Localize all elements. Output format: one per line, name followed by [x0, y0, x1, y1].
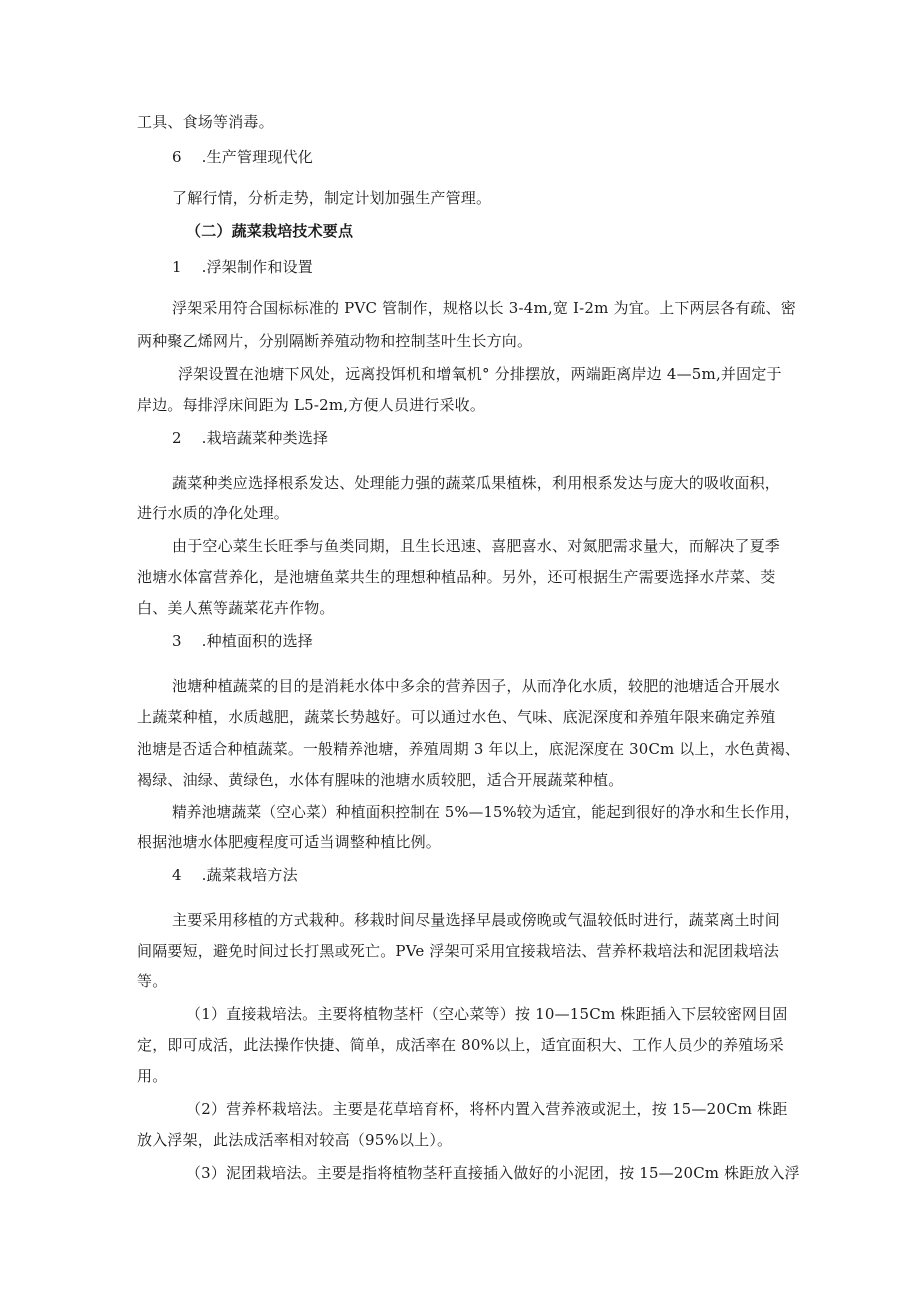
paragraph-line: 根据池塘水体肥瘦程度可适当调整种植比例。 — [137, 833, 442, 851]
paragraph-line: 上蔬菜种植，水质越肥，蔬菜长势越好。可以通过水色、气味、底泥深度和养殖年限来确定养殖 — [137, 708, 776, 726]
paragraph-line: 岸边。每排浮床间距为 L5-2m,方便人员进行采收。 — [137, 396, 486, 414]
paragraph-line: 主要采用移植的方式栽种。移栽时间尽量选择早晨或傍晚或气温较低时进行，蔬菜离土时间 — [172, 911, 781, 929]
paragraph-line: 用。 — [137, 1067, 168, 1085]
paragraph-line: 等。 — [137, 972, 168, 990]
section-heading: 6 .生产管理现代化 — [172, 148, 313, 166]
paragraph-line: （3）泥团栽培法。主要是指将植物茎秆直接插入做好的小泥团，按 15—20Cm 株距放入浮 — [186, 1164, 800, 1182]
section-heading: 3 .种植面积的选择 — [172, 632, 313, 650]
paragraph-line: 白、美人蕉等蔬菜花卉作物。 — [137, 599, 335, 617]
paragraph-line: 浮架设置在池塘下风处，远离投饵机和增氧机° 分排摆放，两端距离岸边 4—5m,并固定于 — [178, 365, 782, 383]
paragraph-line: 放入浮架，此法成活率相对较高（95%以上）。 — [137, 1131, 453, 1149]
paragraph-line: 间隔要短，避免时间过长打黑或死亡。PVe 浮架可采用宜接栽培法、营养杯栽培法和泥团栽培法 — [137, 942, 779, 960]
paragraph-line: 蔬菜种类应选择根系发达、处理能力强的蔬菜瓜果植株，利用根系发达与庞大的吸收面积， — [172, 474, 781, 492]
paragraph-line: （1）直接栽培法。主要将植物茎杆（空心菜等）按 10—15Cm 株距插入下层较密网目固 — [186, 1005, 788, 1023]
paragraph-line: 池塘是否适合种植蔬菜。一般精养池塘，养殖周期 3 年以上，底泥深度在 30Cm 以上，水色黄褐、 — [137, 740, 801, 758]
paragraph-line: 由于空心菜生长旺季与鱼类同期，且生长迅速、喜肥喜水、对氮肥需求量大，而解决了夏季 — [172, 537, 781, 555]
paragraph-line: （2）营养杯栽培法。主要是花草培育杯，将杯内置入营养液或泥土，按 15—20Cm 株距 — [186, 1100, 788, 1118]
paragraph-line: 褐绿、油绿、黄绿色，水体有腥味的池塘水质较肥，适合开展蔬菜种植。 — [137, 771, 624, 789]
paragraph-line: 进行水质的净化处理。 — [137, 504, 290, 522]
section-heading: 1 .浮架制作和设置 — [172, 258, 313, 276]
section-heading: 4 .蔬菜栽培方法 — [172, 866, 298, 884]
chapter-heading: （二）蔬菜栽培技术要点 — [186, 222, 354, 240]
paragraph-line: 了解行情，分析走势，制定计划加强生产管理。 — [172, 189, 492, 207]
paragraph-line: 定，即可成活，此法操作快捷、简单，成活率在 80%以上，适宜面积大、工作人员少的养殖场采 — [137, 1036, 784, 1054]
paragraph-line: 浮架采用符合国标标准的 PVC 管制作，规格以长 3-4m,宽 I-2m 为宜。上下两层各有疏、密 — [172, 299, 796, 317]
paragraph-line: 池塘水体富营养化，是池塘鱼菜共生的理想种植品种。另外，还可根据生产需要选择水芹菜、茭 — [137, 568, 776, 586]
paragraph-line: 两种聚乙烯网片，分别隔断养殖动物和控制茎叶生长方向。 — [137, 332, 533, 350]
section-heading: 2 .栽培蔬菜种类选择 — [172, 429, 329, 447]
paragraph-line: 池塘种植蔬菜的目的是消耗水体中多余的营养因子，从而净化水质，较肥的池塘适合开展水 — [172, 677, 781, 695]
paragraph-line: 工具、食场等消毒。 — [137, 113, 274, 131]
paragraph-line: 精养池塘蔬菜（空心菜）种植面积控制在 5%—15%较为适宜，能起到很好的净水和生长作用， — [172, 803, 800, 821]
